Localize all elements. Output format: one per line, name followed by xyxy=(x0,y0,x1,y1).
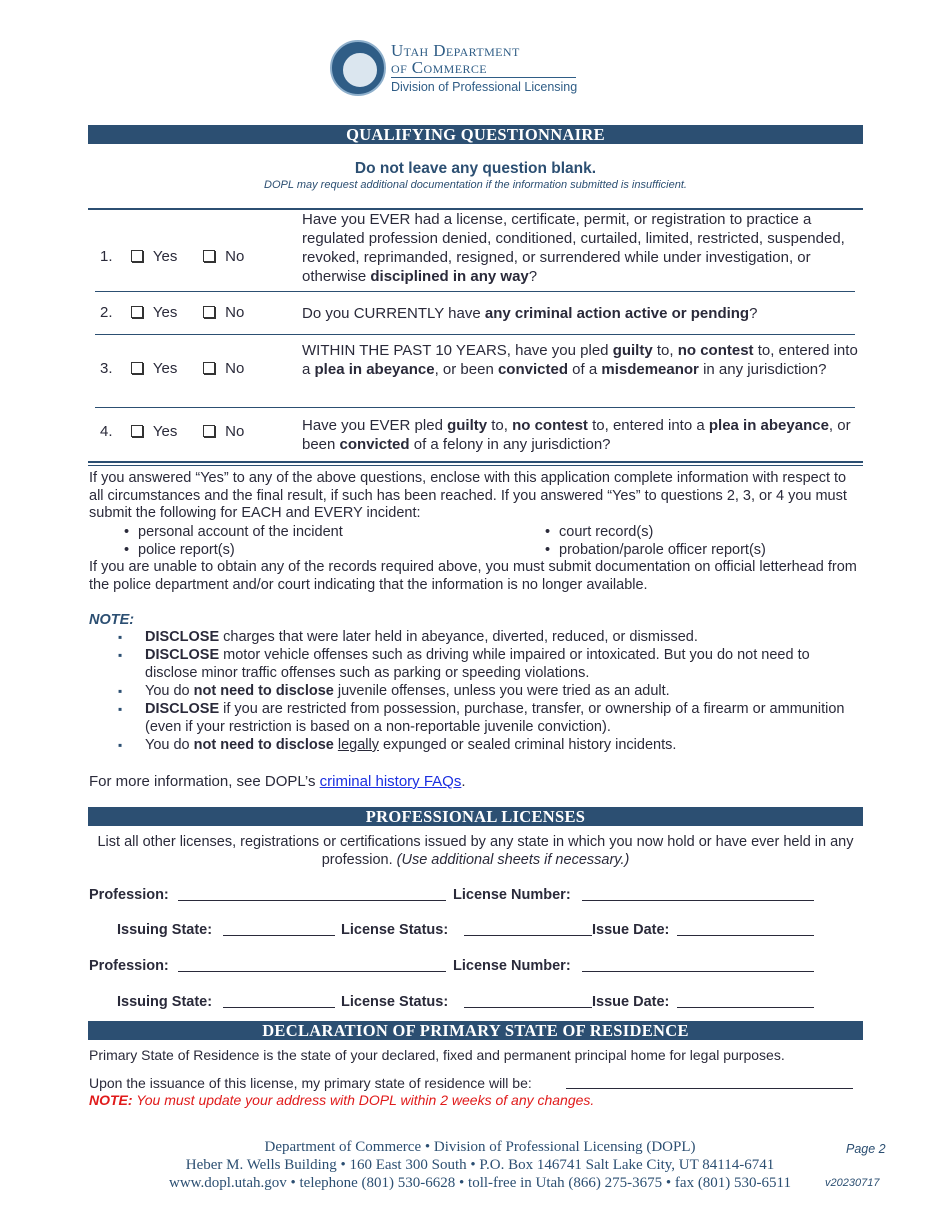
licenses-intro-italic: (Use additional sheets if necessary.) xyxy=(396,852,630,868)
footer-line-3: www.dopl.utah.gov • telephone (801) 530-6628 • toll-free in Utah (866) 275-3675 • fax (801) 530-6511 xyxy=(168,1175,791,1191)
doc-item-probation-report: • probation/parole officer report(s) xyxy=(559,542,766,560)
license-number-field-2[interactable] xyxy=(582,958,814,972)
question-3-yes-option[interactable] xyxy=(131,360,177,377)
profession-field-1[interactable] xyxy=(178,887,446,901)
yes-label: Yes xyxy=(149,360,178,377)
question-4-yes-option[interactable] xyxy=(131,423,177,440)
checkbox-icon[interactable] xyxy=(131,250,143,262)
licenses-intro-text: List all other licenses, registrations or certifications issued by any state in which you now hold or have ever held in any profession. xyxy=(97,834,854,868)
version-code: v20230717 xyxy=(825,1177,880,1189)
residence-definition: Primary State of Residence is the state of your declared, fixed and permanent principal home for legal purposes. xyxy=(89,1047,785,1063)
state-seal-logo xyxy=(330,40,386,96)
no-label: No xyxy=(221,423,245,440)
questions-bottom-rule-thin xyxy=(88,465,863,466)
no-label: No xyxy=(221,360,245,377)
yes-label: Yes xyxy=(149,248,178,265)
note-item: ▪ You do not need to disclose juvenile offenses, unless you were tried as an adult. xyxy=(145,683,860,701)
more-info-suffix: . xyxy=(461,773,466,790)
issue-date-field-1[interactable] xyxy=(677,922,814,936)
checkbox-icon[interactable] xyxy=(131,306,143,318)
checkbox-icon[interactable] xyxy=(203,362,215,374)
checkbox-icon[interactable] xyxy=(203,306,215,318)
logo-division: Division of Professional Licensing xyxy=(391,80,578,94)
more-info-text xyxy=(89,773,864,791)
issuing-state-label-1: Issuing State: xyxy=(117,922,213,938)
issue-date-field-2[interactable] xyxy=(677,994,814,1008)
question-divider xyxy=(95,407,855,408)
question-divider xyxy=(95,291,855,292)
license-status-field-1[interactable] xyxy=(464,922,592,936)
license-number-label-1: License Number: xyxy=(453,887,571,903)
licenses-intro xyxy=(88,833,863,869)
primary-state-field[interactable] xyxy=(566,1075,853,1089)
residence-note-label: NOTE: xyxy=(89,1092,133,1108)
question-4-no-option[interactable] xyxy=(203,423,244,440)
professional-licenses-heading: PROFESSIONAL LICENSES xyxy=(88,807,863,826)
no-label: No xyxy=(221,248,245,265)
page-number: Page 2 xyxy=(846,1142,886,1156)
footer-line-1: Department of Commerce • Division of Professional Licensing (DOPL) xyxy=(264,1139,696,1155)
issue-date-label-1: Issue Date: xyxy=(592,922,670,938)
issuing-state-label-2: Issuing State: xyxy=(117,994,213,1010)
residence-declaration-heading: DECLARATION OF PRIMARY STATE OF RESIDENCE xyxy=(88,1021,863,1040)
question-divider xyxy=(95,334,855,335)
profession-label-2: Profession: xyxy=(89,958,169,974)
license-status-field-2[interactable] xyxy=(464,994,592,1008)
logo-org-line2: of Commerce xyxy=(391,58,488,77)
profession-field-2[interactable] xyxy=(178,958,446,972)
no-label: No xyxy=(221,304,245,321)
question-2-text: Do you CURRENTLY have any criminal action active or pending? xyxy=(302,305,758,322)
checkbox-icon[interactable] xyxy=(131,362,143,374)
unable-to-obtain-text: If you are unable to obtain any of the records required above, you must submit documentation on official letterhead from the police department and/or court indicating that the information is no longer available. xyxy=(89,559,857,593)
qualifying-questionnaire-heading: QUALIFYING QUESTIONNAIRE xyxy=(88,125,863,144)
question-3-text: WITHIN THE PAST 10 YEARS, have you pled guilty to, no contest to, entered into a plea in abeyance, or been convicted of a misdemeanor in any jurisdiction? xyxy=(302,342,858,378)
issuing-state-field-1[interactable] xyxy=(223,922,335,936)
license-number-label-2: License Number: xyxy=(453,958,571,974)
question-1-text: Have you EVER had a license, certificate, permit, or registration to practice a regulated profession denied, conditioned, curtailed, limited, restricted, suspended, revoked, reprimanded, resigned, or surrendered while under investigation, or otherwise disciplined in any way? xyxy=(302,211,845,285)
residence-statement: Upon the issuance of this license, my primary state of residence will be: xyxy=(89,1075,532,1091)
more-info-prefix: For more information, see DOPL’s xyxy=(89,773,320,790)
question-2-yes-option[interactable] xyxy=(131,304,177,321)
doc-item-personal-account: • personal account of the incident xyxy=(138,524,343,542)
question-number: 2. xyxy=(100,304,113,321)
note-item: ▪ DISCLOSE motor vehicle offenses such as driving while impaired or intoxicated. But you do not need to disclose minor traffic offenses such as parking or speeding violations. xyxy=(145,647,860,682)
profession-label-1: Profession: xyxy=(89,887,169,903)
note-item: ▪ You do not need to disclose legally expunged or sealed criminal history incidents. xyxy=(145,737,860,755)
questionnaire-subtitle: Do not leave any question blank. xyxy=(354,160,597,177)
license-number-field-1[interactable] xyxy=(582,887,814,901)
issue-date-label-2: Issue Date: xyxy=(592,994,670,1010)
question-4-text: Have you EVER pled guilty to, no contest to, entered into a plea in abeyance, or been convicted of a felony in any jurisdiction? xyxy=(302,417,851,453)
yes-instructions: If you answered “Yes” to any of the above questions, enclose with this application complete information with respect to all circumstances and the final result, if such has been reached. If you answered “Yes” to questions 2, 3, or 4 you must submit the following for EACH and EVERY incident: xyxy=(89,470,847,521)
questionnaire-note: DOPL may request additional documentation if the information submitted is insufficient. xyxy=(264,179,687,191)
residence-note-text: You must update your address with DOPL within 2 weeks of any changes. xyxy=(132,1092,595,1108)
doc-item-police-report: • police report(s) xyxy=(138,542,235,560)
question-2-no-option[interactable] xyxy=(203,304,244,321)
footer-line-2: Heber M. Wells Building • 160 East 300 South • P.O. Box 146741 Salt Lake City, UT 84114-6741 xyxy=(185,1157,775,1173)
question-1-yes-option[interactable] xyxy=(131,248,177,265)
question-1-no-option[interactable] xyxy=(203,248,244,265)
residence-note xyxy=(89,1092,594,1108)
question-number: 1. xyxy=(100,248,113,265)
question-number: 4. xyxy=(100,423,113,440)
yes-label: Yes xyxy=(149,423,178,440)
logo-org-line1: Utah Department xyxy=(391,41,520,60)
logo-divider xyxy=(391,77,576,78)
yes-label: Yes xyxy=(149,304,178,321)
question-number: 3. xyxy=(100,360,113,377)
doc-item-court-record: • court record(s) xyxy=(559,524,653,542)
questions-bottom-rule xyxy=(88,461,863,463)
issuing-state-field-2[interactable] xyxy=(223,994,335,1008)
checkbox-icon[interactable] xyxy=(203,250,215,262)
criminal-history-faqs-link[interactable]: criminal history FAQs xyxy=(319,773,462,790)
note-item: ▪ DISCLOSE if you are restricted from possession, purchase, transfer, or ownership of a firearm or ammunition (even if your restriction is based on a non-reportable juvenile conviction). xyxy=(145,701,860,736)
license-status-label-1: License Status: xyxy=(341,922,449,938)
note-item: ▪ DISCLOSE charges that were later held in abeyance, diverted, reduced, or dismissed. xyxy=(145,629,860,647)
checkbox-icon[interactable] xyxy=(203,425,215,437)
checkbox-icon[interactable] xyxy=(131,425,143,437)
note-label: NOTE: xyxy=(89,612,135,628)
question-3-no-option[interactable] xyxy=(203,360,244,377)
license-status-label-2: License Status: xyxy=(341,994,449,1010)
